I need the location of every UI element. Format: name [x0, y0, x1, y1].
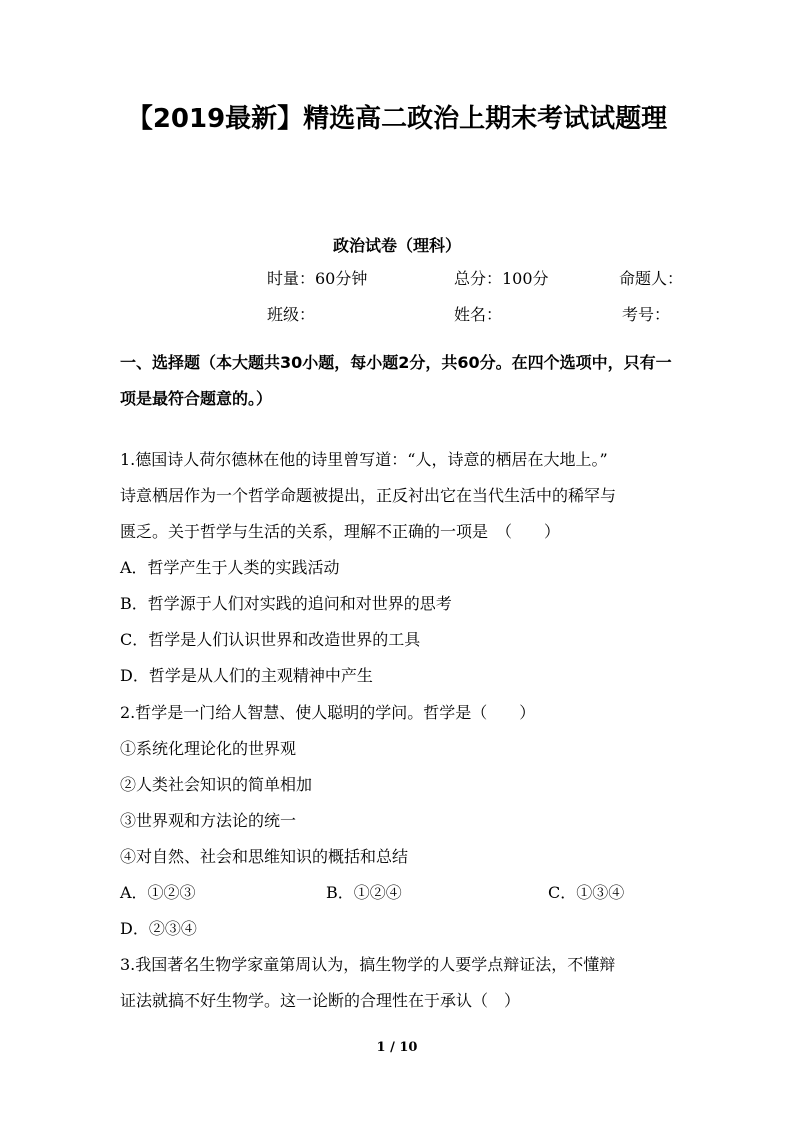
- q2-option-d: D．②③④: [120, 919, 197, 938]
- q2-statement-4: ④对自然、社会和思维知识的概括和总结: [120, 847, 409, 866]
- section-heading: 一、选择题（本大题共30小题，每小题2分，共60分。在四个选项中，只有一项是最符合题意的。）: [120, 353, 672, 408]
- document-title: 【2019最新】精选高二政治上期末考试试题理: [126, 104, 668, 134]
- q3-line-1: 3.我国著名生物学家童第周认为，搞生物学的人要学点辩证法，不懂辩: [120, 955, 616, 974]
- q2-statement-2: ②人类社会知识的简单相加: [120, 775, 313, 794]
- page-number: 1 / 10: [376, 1040, 418, 1055]
- meta-score: 总分：100分: [454, 269, 549, 288]
- q2-option-b: B．①②④: [326, 883, 402, 902]
- meta-author: 命题人：: [619, 269, 684, 288]
- meta-name: 姓名：: [454, 305, 503, 324]
- q2-stem: 2.哲学是一门给人智慧、使人聪明的学问。哲学是（ ）: [120, 703, 536, 722]
- exam-title: 政治试卷（理科）: [332, 236, 461, 255]
- q2-statement-1: ①系统化理论化的世界观: [120, 739, 297, 758]
- q2-option-c: C．①③④: [548, 883, 625, 902]
- q1-option-c: C．哲学是人们认识世界和改造世界的工具: [120, 630, 421, 649]
- meta-class: 班级：: [267, 305, 316, 324]
- q2-option-a: A．①②③: [120, 883, 196, 902]
- q1-option-a: A．哲学产生于人类的实践活动: [120, 558, 340, 577]
- q1-line-1: 1.德国诗人荷尔德林在他的诗里曾写道：“人，诗意的栖居在大地上。”: [120, 450, 608, 469]
- meta-number: 考号：: [622, 305, 671, 324]
- q1-line-2: 诗意栖居作为一个哲学命题被提出，正反衬出它在当代生活中的稀罕与: [120, 486, 617, 505]
- q2-statement-3: ③世界观和方法论的统一: [120, 811, 297, 830]
- q3-line-2: 证法就搞不好生物学。这一论断的合理性在于承认（ ）: [120, 991, 521, 1010]
- q1-option-d: D．哲学是从人们的主观精神中产生: [120, 666, 373, 685]
- q1-line-3: 匮乏。关于哲学与生活的关系，理解不正确的一项是 （ ）: [120, 522, 561, 541]
- meta-time: 时量：60分钟: [267, 269, 368, 288]
- q1-option-b: B．哲学源于人们对实践的追问和对世界的思考: [120, 594, 452, 613]
